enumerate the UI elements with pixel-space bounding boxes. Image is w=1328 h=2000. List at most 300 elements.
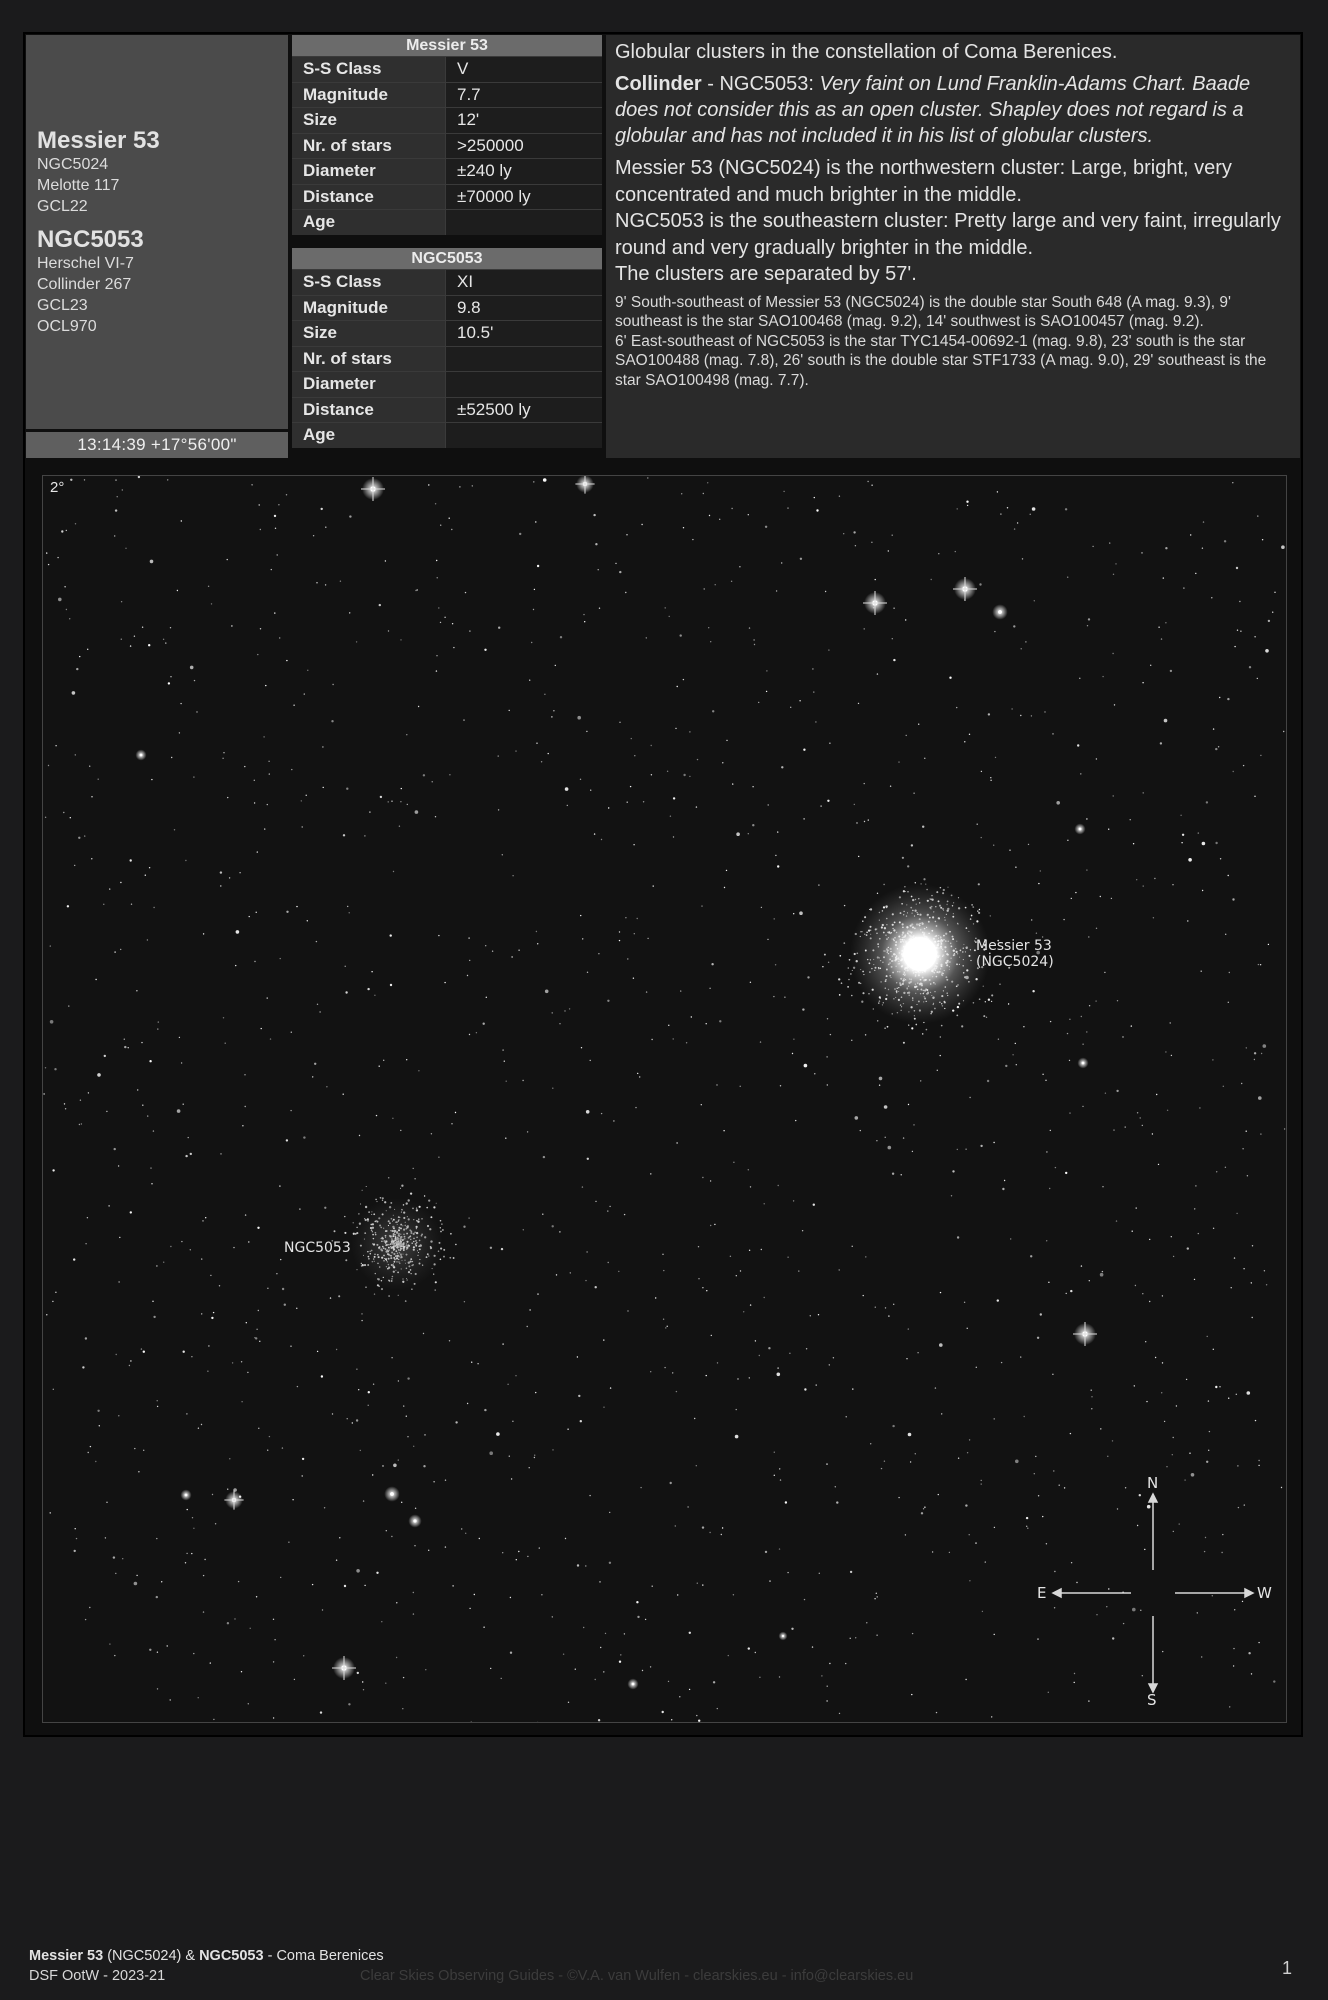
background-star bbox=[78, 837, 80, 839]
background-star bbox=[1251, 1673, 1252, 1674]
background-star bbox=[413, 1592, 414, 1593]
background-star bbox=[1203, 521, 1204, 522]
background-star bbox=[814, 1073, 815, 1074]
background-star bbox=[211, 1317, 213, 1319]
background-star bbox=[515, 750, 516, 751]
background-star bbox=[401, 788, 402, 789]
background-star bbox=[937, 1070, 938, 1071]
background-star bbox=[1240, 631, 1241, 632]
background-star bbox=[1249, 666, 1251, 668]
background-star bbox=[529, 680, 530, 681]
background-star bbox=[911, 1694, 912, 1695]
background-star bbox=[279, 637, 280, 638]
background-star bbox=[1107, 1456, 1108, 1457]
background-star bbox=[187, 1509, 188, 1510]
background-star bbox=[502, 1049, 503, 1050]
background-star bbox=[875, 579, 876, 580]
background-star bbox=[1092, 546, 1093, 547]
background-star bbox=[1035, 1456, 1036, 1457]
background-star bbox=[68, 1005, 69, 1006]
background-star bbox=[836, 1501, 838, 1503]
background-star bbox=[802, 1230, 803, 1231]
background-star bbox=[400, 801, 401, 802]
bright-star bbox=[782, 1635, 784, 1637]
background-star bbox=[1017, 522, 1018, 523]
background-star bbox=[490, 1668, 491, 1669]
background-star bbox=[486, 997, 487, 998]
background-star bbox=[793, 913, 794, 914]
background-star bbox=[256, 1329, 257, 1330]
background-star bbox=[598, 953, 599, 954]
background-star bbox=[1112, 1637, 1114, 1639]
background-star bbox=[1165, 547, 1167, 549]
cluster-member-star bbox=[978, 883, 980, 885]
background-star bbox=[876, 1140, 877, 1141]
row-value: ±52500 ly bbox=[445, 398, 602, 423]
background-star bbox=[417, 589, 418, 590]
background-star bbox=[1001, 1362, 1002, 1363]
background-star bbox=[238, 1581, 239, 1582]
background-star bbox=[827, 1018, 828, 1019]
background-star bbox=[775, 964, 776, 965]
background-star bbox=[1233, 1648, 1234, 1649]
background-star bbox=[774, 1452, 775, 1453]
background-star bbox=[1219, 697, 1220, 698]
background-star bbox=[1077, 744, 1079, 746]
background-star bbox=[235, 965, 236, 966]
primary-alias: GCL22 bbox=[37, 198, 88, 215]
background-star bbox=[167, 1645, 168, 1646]
background-star bbox=[1112, 653, 1113, 654]
background-star bbox=[542, 1214, 543, 1215]
background-star bbox=[348, 1703, 350, 1705]
background-star bbox=[279, 1185, 280, 1186]
background-star bbox=[192, 1517, 193, 1518]
background-star bbox=[463, 719, 464, 720]
background-star bbox=[722, 1527, 723, 1528]
background-star bbox=[128, 1047, 129, 1048]
note-m53-neighbours: 9' South-southeast of Messier 53 (NGC5024) is the double star South 648 (A mag. 9.3), 9' southeast is the star SAO100468 (mag. 9.2), 14' southwest is SAO100457 (mag. 9.2). bbox=[615, 293, 1231, 330]
background-star bbox=[651, 745, 652, 746]
background-star bbox=[595, 1286, 597, 1288]
row-key: Diameter bbox=[292, 159, 445, 184]
cluster-member-star bbox=[838, 978, 840, 980]
background-star bbox=[512, 875, 513, 876]
background-star bbox=[1286, 1645, 1287, 1646]
background-star bbox=[204, 1559, 205, 1560]
background-star bbox=[570, 1272, 571, 1273]
background-star bbox=[731, 508, 732, 509]
background-star bbox=[671, 1719, 672, 1720]
background-star bbox=[777, 1373, 781, 1377]
background-star bbox=[326, 1086, 327, 1087]
background-star bbox=[931, 579, 932, 580]
background-star bbox=[349, 612, 350, 613]
background-star bbox=[826, 1056, 827, 1057]
background-star bbox=[147, 1115, 148, 1116]
background-star bbox=[673, 1038, 674, 1039]
background-star bbox=[1088, 618, 1090, 620]
background-star bbox=[121, 639, 122, 640]
background-star bbox=[844, 905, 845, 906]
background-star bbox=[302, 1475, 303, 1476]
background-star bbox=[993, 845, 994, 846]
background-star bbox=[791, 1628, 793, 1630]
background-star bbox=[969, 734, 970, 735]
background-star bbox=[1187, 920, 1188, 921]
background-star bbox=[1015, 1460, 1019, 1464]
background-star bbox=[712, 710, 714, 712]
coordinates: 13:14:39 +17°56'00" bbox=[26, 432, 288, 458]
background-star bbox=[174, 829, 175, 830]
background-star bbox=[247, 1372, 248, 1373]
bright-star bbox=[185, 1494, 188, 1497]
background-star bbox=[986, 1017, 987, 1018]
background-star bbox=[1086, 869, 1087, 870]
background-star bbox=[248, 1241, 249, 1242]
background-star bbox=[677, 1594, 678, 1595]
background-star bbox=[343, 834, 345, 836]
background-star bbox=[372, 1474, 373, 1475]
background-star bbox=[151, 779, 152, 780]
background-star bbox=[1150, 665, 1151, 666]
background-star bbox=[297, 1386, 298, 1387]
background-star bbox=[1031, 715, 1032, 716]
background-star bbox=[766, 691, 767, 692]
background-star bbox=[1071, 1562, 1072, 1563]
background-star bbox=[469, 1608, 470, 1609]
background-star bbox=[510, 1652, 512, 1654]
background-star bbox=[1268, 944, 1269, 945]
background-star bbox=[609, 1562, 611, 1564]
background-star bbox=[95, 1461, 96, 1462]
background-star bbox=[607, 1000, 609, 1002]
background-star bbox=[867, 481, 868, 482]
background-star bbox=[254, 780, 255, 781]
background-star bbox=[957, 508, 958, 509]
background-star bbox=[965, 1149, 966, 1150]
background-star bbox=[1131, 1025, 1132, 1026]
background-star bbox=[418, 706, 419, 707]
background-star bbox=[282, 1447, 283, 1448]
background-star bbox=[1015, 867, 1016, 868]
background-star bbox=[222, 758, 223, 759]
background-star bbox=[1145, 1341, 1146, 1342]
background-star bbox=[826, 1700, 827, 1701]
background-star bbox=[881, 1468, 882, 1469]
background-star bbox=[787, 507, 788, 508]
separation-text: The clusters are separated by 57'. bbox=[615, 263, 917, 285]
background-star bbox=[269, 773, 270, 774]
background-star bbox=[1215, 1386, 1217, 1388]
background-star bbox=[1113, 795, 1114, 796]
cluster-member-star bbox=[344, 1216, 345, 1217]
background-star bbox=[1089, 1280, 1090, 1281]
background-star bbox=[82, 1366, 84, 1368]
background-star bbox=[136, 1575, 137, 1576]
background-star bbox=[1122, 1036, 1123, 1037]
background-star bbox=[694, 1418, 695, 1419]
star-field-svg bbox=[43, 476, 1287, 1723]
background-star bbox=[938, 1494, 939, 1495]
background-star bbox=[556, 1274, 557, 1275]
background-star bbox=[1221, 1552, 1222, 1553]
background-star bbox=[1117, 1000, 1118, 1001]
background-star bbox=[608, 807, 609, 808]
compass-e-label: E bbox=[1037, 1584, 1047, 1602]
background-star bbox=[1032, 507, 1036, 511]
background-star bbox=[340, 581, 341, 582]
background-star bbox=[964, 741, 965, 742]
background-star bbox=[1125, 1126, 1126, 1127]
background-star bbox=[498, 755, 499, 756]
note-ngc5053-neighbours: 6' East-southeast of NGC5053 is the star TYC1454-00692-1 (mag. 9.8), 23' south is the star SAO100488 (mag. 7.8), 26' south is the double star STF1733 (A mag. 9.0), 29' southeast is the star SAO100498 (mag. 7.7). bbox=[615, 332, 1267, 389]
background-star bbox=[537, 943, 538, 944]
background-star bbox=[145, 875, 146, 876]
background-star bbox=[141, 1042, 142, 1043]
background-star bbox=[50, 1512, 51, 1513]
background-star bbox=[1243, 1268, 1244, 1269]
background-star bbox=[277, 554, 278, 555]
background-star bbox=[843, 533, 844, 534]
background-star bbox=[67, 905, 69, 907]
cluster-member-star bbox=[922, 1033, 924, 1035]
background-star bbox=[810, 1315, 811, 1316]
background-star bbox=[924, 1507, 925, 1508]
cluster-member-star bbox=[961, 1025, 963, 1027]
background-star bbox=[1251, 1282, 1252, 1283]
background-star bbox=[260, 628, 261, 629]
background-star bbox=[1147, 1505, 1151, 1509]
background-star bbox=[793, 1200, 794, 1201]
background-star bbox=[134, 1448, 135, 1449]
background-star bbox=[265, 685, 266, 686]
background-star bbox=[276, 1273, 277, 1274]
compass-east-head bbox=[1053, 1589, 1061, 1597]
background-star bbox=[361, 1320, 362, 1321]
background-star bbox=[432, 781, 433, 782]
background-star bbox=[198, 1697, 199, 1698]
messier53-data-table bbox=[292, 35, 602, 235]
background-star bbox=[453, 647, 454, 648]
background-star bbox=[316, 941, 317, 942]
background-star bbox=[940, 1055, 941, 1056]
background-star bbox=[385, 1683, 386, 1684]
background-star bbox=[98, 779, 99, 780]
background-star bbox=[990, 777, 991, 778]
background-star bbox=[1189, 1453, 1190, 1454]
background-star bbox=[636, 1601, 638, 1603]
background-star bbox=[864, 821, 865, 822]
background-star bbox=[115, 479, 116, 480]
background-star bbox=[1266, 1284, 1267, 1285]
background-star bbox=[641, 524, 642, 525]
background-star bbox=[663, 1270, 664, 1271]
row-value: 10.5' bbox=[445, 321, 602, 346]
background-star bbox=[981, 837, 982, 838]
background-star bbox=[496, 1432, 500, 1436]
background-star bbox=[347, 906, 348, 907]
background-star bbox=[66, 609, 67, 610]
background-star bbox=[440, 622, 441, 623]
background-star bbox=[851, 1040, 852, 1041]
background-star bbox=[620, 1654, 621, 1655]
background-star bbox=[522, 1080, 523, 1081]
background-star bbox=[985, 1561, 986, 1562]
background-star bbox=[1241, 1083, 1242, 1084]
background-star bbox=[802, 1008, 804, 1010]
background-star bbox=[710, 641, 711, 642]
background-star bbox=[70, 817, 71, 818]
background-star bbox=[273, 1619, 274, 1620]
background-stars bbox=[43, 476, 1287, 1723]
background-star bbox=[999, 984, 1000, 985]
background-star bbox=[129, 1365, 130, 1366]
cluster-member-star bbox=[381, 1288, 383, 1290]
background-star bbox=[1139, 1494, 1141, 1496]
background-star bbox=[379, 1066, 380, 1067]
background-star bbox=[855, 545, 856, 546]
background-star bbox=[1137, 1112, 1138, 1113]
background-star bbox=[1202, 548, 1203, 549]
background-star bbox=[845, 1663, 846, 1664]
background-star bbox=[81, 1123, 82, 1124]
background-star bbox=[719, 519, 720, 520]
background-star bbox=[1079, 678, 1080, 679]
background-star bbox=[1164, 719, 1168, 723]
primary-alias: Melotte 117 bbox=[37, 177, 120, 194]
background-star bbox=[163, 639, 164, 640]
background-star bbox=[347, 1418, 348, 1419]
cluster-member-star bbox=[405, 1300, 407, 1302]
background-star bbox=[435, 1289, 436, 1290]
background-star bbox=[1248, 1652, 1250, 1654]
background-star bbox=[492, 951, 493, 952]
background-star bbox=[799, 911, 803, 915]
background-star bbox=[941, 1413, 942, 1414]
background-star bbox=[713, 1681, 715, 1683]
background-star bbox=[981, 1483, 982, 1484]
background-star bbox=[1195, 573, 1196, 574]
background-star bbox=[88, 1092, 89, 1093]
background-star bbox=[1255, 1420, 1256, 1421]
background-star bbox=[261, 1028, 262, 1029]
background-star bbox=[312, 1076, 313, 1077]
background-star bbox=[536, 931, 537, 932]
background-star bbox=[587, 1158, 589, 1160]
background-star bbox=[892, 535, 893, 536]
background-star bbox=[884, 1461, 885, 1462]
background-star bbox=[75, 523, 76, 524]
table-row bbox=[292, 82, 602, 108]
row-value bbox=[445, 372, 602, 397]
background-star bbox=[1141, 552, 1142, 553]
background-star bbox=[667, 771, 668, 772]
cluster-member-star bbox=[851, 995, 853, 997]
background-star bbox=[511, 956, 512, 957]
background-star bbox=[515, 1375, 516, 1376]
background-star bbox=[732, 783, 733, 784]
background-star bbox=[1228, 1002, 1229, 1003]
background-star bbox=[479, 1538, 480, 1539]
background-star bbox=[1117, 1508, 1118, 1509]
background-star bbox=[115, 1573, 116, 1574]
background-star bbox=[380, 796, 382, 798]
background-star bbox=[181, 1062, 182, 1063]
background-star bbox=[827, 1084, 828, 1085]
ngc5053-description: NGC5053 is the southeastern cluster: Pretty large and very faint, irregularly round and very gradually brighter in the middle. bbox=[615, 210, 1281, 259]
background-star bbox=[1109, 542, 1110, 543]
background-star bbox=[994, 631, 995, 632]
background-star bbox=[203, 1611, 204, 1612]
background-star bbox=[150, 1167, 151, 1168]
background-star bbox=[607, 1210, 608, 1211]
background-star bbox=[278, 504, 279, 505]
background-star bbox=[130, 1211, 132, 1213]
background-star bbox=[908, 1328, 909, 1329]
background-star bbox=[501, 1248, 503, 1250]
background-star bbox=[752, 786, 753, 787]
background-star bbox=[785, 1501, 787, 1503]
cluster-member-star bbox=[436, 1203, 437, 1204]
background-star bbox=[134, 636, 135, 637]
background-star bbox=[650, 1666, 651, 1667]
background-star bbox=[1188, 858, 1192, 862]
background-star bbox=[115, 509, 117, 511]
background-star bbox=[669, 616, 670, 617]
background-star bbox=[244, 766, 245, 767]
table-row bbox=[292, 269, 602, 295]
footer-edition: DSF OotW - 2023-21 bbox=[29, 1968, 166, 1984]
background-star bbox=[379, 604, 381, 606]
background-star bbox=[1142, 1293, 1143, 1294]
background-star bbox=[85, 1337, 87, 1339]
background-star bbox=[244, 1074, 245, 1075]
background-star bbox=[609, 1512, 610, 1513]
background-star bbox=[301, 800, 302, 801]
background-star bbox=[594, 833, 595, 834]
background-star bbox=[1161, 1392, 1162, 1393]
background-star bbox=[646, 991, 647, 992]
background-star bbox=[853, 531, 855, 533]
background-star bbox=[1254, 636, 1255, 637]
background-star bbox=[646, 637, 647, 638]
background-star bbox=[180, 703, 181, 704]
background-star bbox=[1204, 1551, 1205, 1552]
cluster-member-star bbox=[985, 1001, 986, 1002]
background-star bbox=[428, 1550, 429, 1551]
background-star bbox=[1206, 801, 1208, 803]
background-star bbox=[232, 1362, 233, 1363]
background-star bbox=[131, 904, 132, 905]
background-star bbox=[835, 1486, 836, 1487]
background-star bbox=[1088, 1700, 1089, 1701]
background-star bbox=[706, 1375, 707, 1376]
background-star bbox=[490, 1247, 492, 1249]
background-star bbox=[1164, 1421, 1165, 1422]
background-star bbox=[955, 551, 956, 552]
background-star bbox=[650, 1371, 651, 1372]
background-star bbox=[99, 1425, 100, 1426]
background-star bbox=[242, 1125, 243, 1126]
background-star bbox=[306, 795, 307, 796]
background-star bbox=[1111, 898, 1112, 899]
background-star bbox=[1202, 890, 1203, 891]
background-star bbox=[527, 1131, 528, 1132]
row-value: >250000 bbox=[445, 134, 602, 159]
cluster-member-star bbox=[365, 1286, 367, 1288]
background-star bbox=[445, 1480, 446, 1481]
